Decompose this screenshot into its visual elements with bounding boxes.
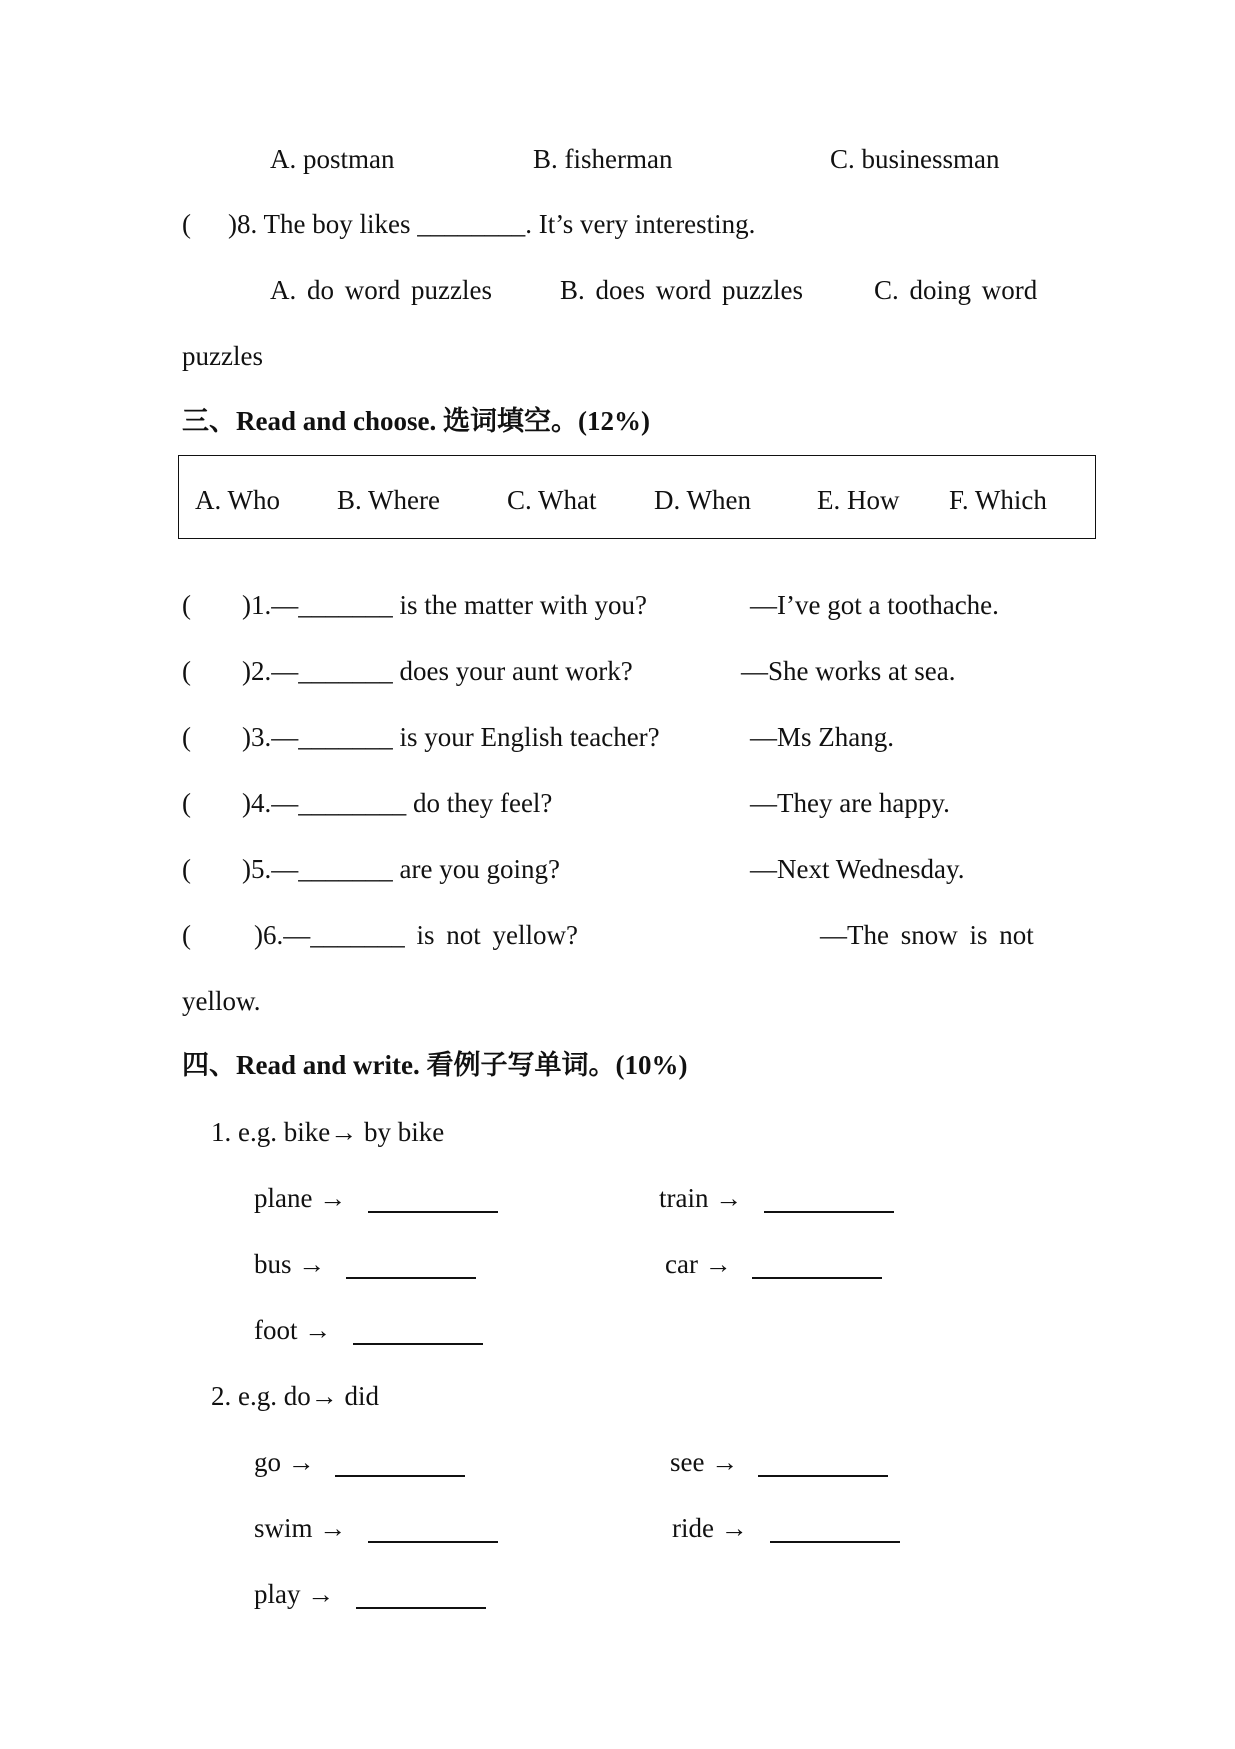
word-swim: swim →	[254, 1513, 347, 1543]
q3-question: )3.—_______ is your English teacher?	[242, 722, 660, 752]
section3-heading: 三、Read and choose. 选词填空。(12%)	[182, 406, 651, 436]
choice-option-e: E. How	[817, 485, 900, 515]
answer-blank-foot[interactable]	[353, 1343, 483, 1345]
answer-blank-ride[interactable]	[770, 1541, 900, 1543]
word-choice-box	[178, 455, 1096, 539]
q7-option-b: B. fisherman	[533, 144, 673, 174]
q8-option-c-wrap: puzzles	[182, 341, 263, 371]
q3-answer-paren: (	[182, 722, 191, 752]
answer-blank-see[interactable]	[758, 1475, 888, 1477]
word-ride: ride →	[672, 1513, 748, 1543]
q6-reply: —The snow is not	[820, 920, 1034, 950]
answer-blank-go[interactable]	[335, 1475, 465, 1477]
q5-answer-paren: (	[182, 854, 191, 884]
q7-option-c: C. businessman	[830, 144, 1000, 174]
q8-answer-paren: (	[182, 209, 191, 239]
q1-answer-paren: (	[182, 590, 191, 620]
word-foot: foot →	[254, 1315, 332, 1345]
example-2: 2. e.g. do→ did	[211, 1381, 379, 1411]
example-1: 1. e.g. bike→ by bike	[211, 1117, 445, 1147]
q8-option-b: B. does word puzzles	[560, 275, 803, 305]
choice-option-f: F. Which	[949, 485, 1047, 515]
q5-question: )5.—_______ are you going?	[242, 854, 560, 884]
word-car: car →	[665, 1249, 732, 1279]
q6-answer-paren: (	[182, 920, 191, 950]
q3-reply: —Ms Zhang.	[750, 722, 894, 752]
q8-option-c: C. doing word	[874, 275, 1038, 305]
answer-blank-bus[interactable]	[346, 1277, 476, 1279]
answer-blank-swim[interactable]	[368, 1541, 498, 1543]
q6-question: )6.—_______ is not yellow?	[254, 920, 578, 950]
word-plane: plane →	[254, 1183, 347, 1213]
answer-blank-train[interactable]	[764, 1211, 894, 1213]
q2-answer-paren: (	[182, 656, 191, 686]
q2-question: )2.—_______ does your aunt work?	[242, 656, 633, 686]
word-play: play →	[254, 1579, 335, 1609]
choice-option-a: A. Who	[195, 485, 280, 515]
q4-reply: —They are happy.	[750, 788, 950, 818]
q1-reply: —I’ve got a toothache.	[750, 590, 999, 620]
q4-question: )4.—________ do they feel?	[242, 788, 553, 818]
q2-reply: —She works at sea.	[741, 656, 956, 686]
choice-option-d: D. When	[654, 485, 751, 515]
answer-blank-plane[interactable]	[368, 1211, 498, 1213]
q8-text: )8. The boy likes ________. It’s very interesting.	[228, 209, 756, 239]
q6-reply-wrap: yellow.	[182, 986, 261, 1016]
q5-reply: —Next Wednesday.	[750, 854, 965, 884]
choice-option-c: C. What	[507, 485, 597, 515]
word-see: see →	[670, 1447, 739, 1477]
word-bus: bus →	[254, 1249, 326, 1279]
word-train: train →	[659, 1183, 743, 1213]
answer-blank-play[interactable]	[356, 1607, 486, 1609]
q1-question: )1.—_______ is the matter with you?	[242, 590, 647, 620]
choice-option-b: B. Where	[337, 485, 440, 515]
section4-heading: 四、Read and write. 看例子写单词。(10%)	[182, 1050, 688, 1080]
q8-option-a: A. do word puzzles	[270, 275, 492, 305]
word-go: go →	[254, 1447, 315, 1477]
q4-answer-paren: (	[182, 788, 191, 818]
answer-blank-car[interactable]	[752, 1277, 882, 1279]
q7-option-a: A. postman	[270, 144, 395, 174]
